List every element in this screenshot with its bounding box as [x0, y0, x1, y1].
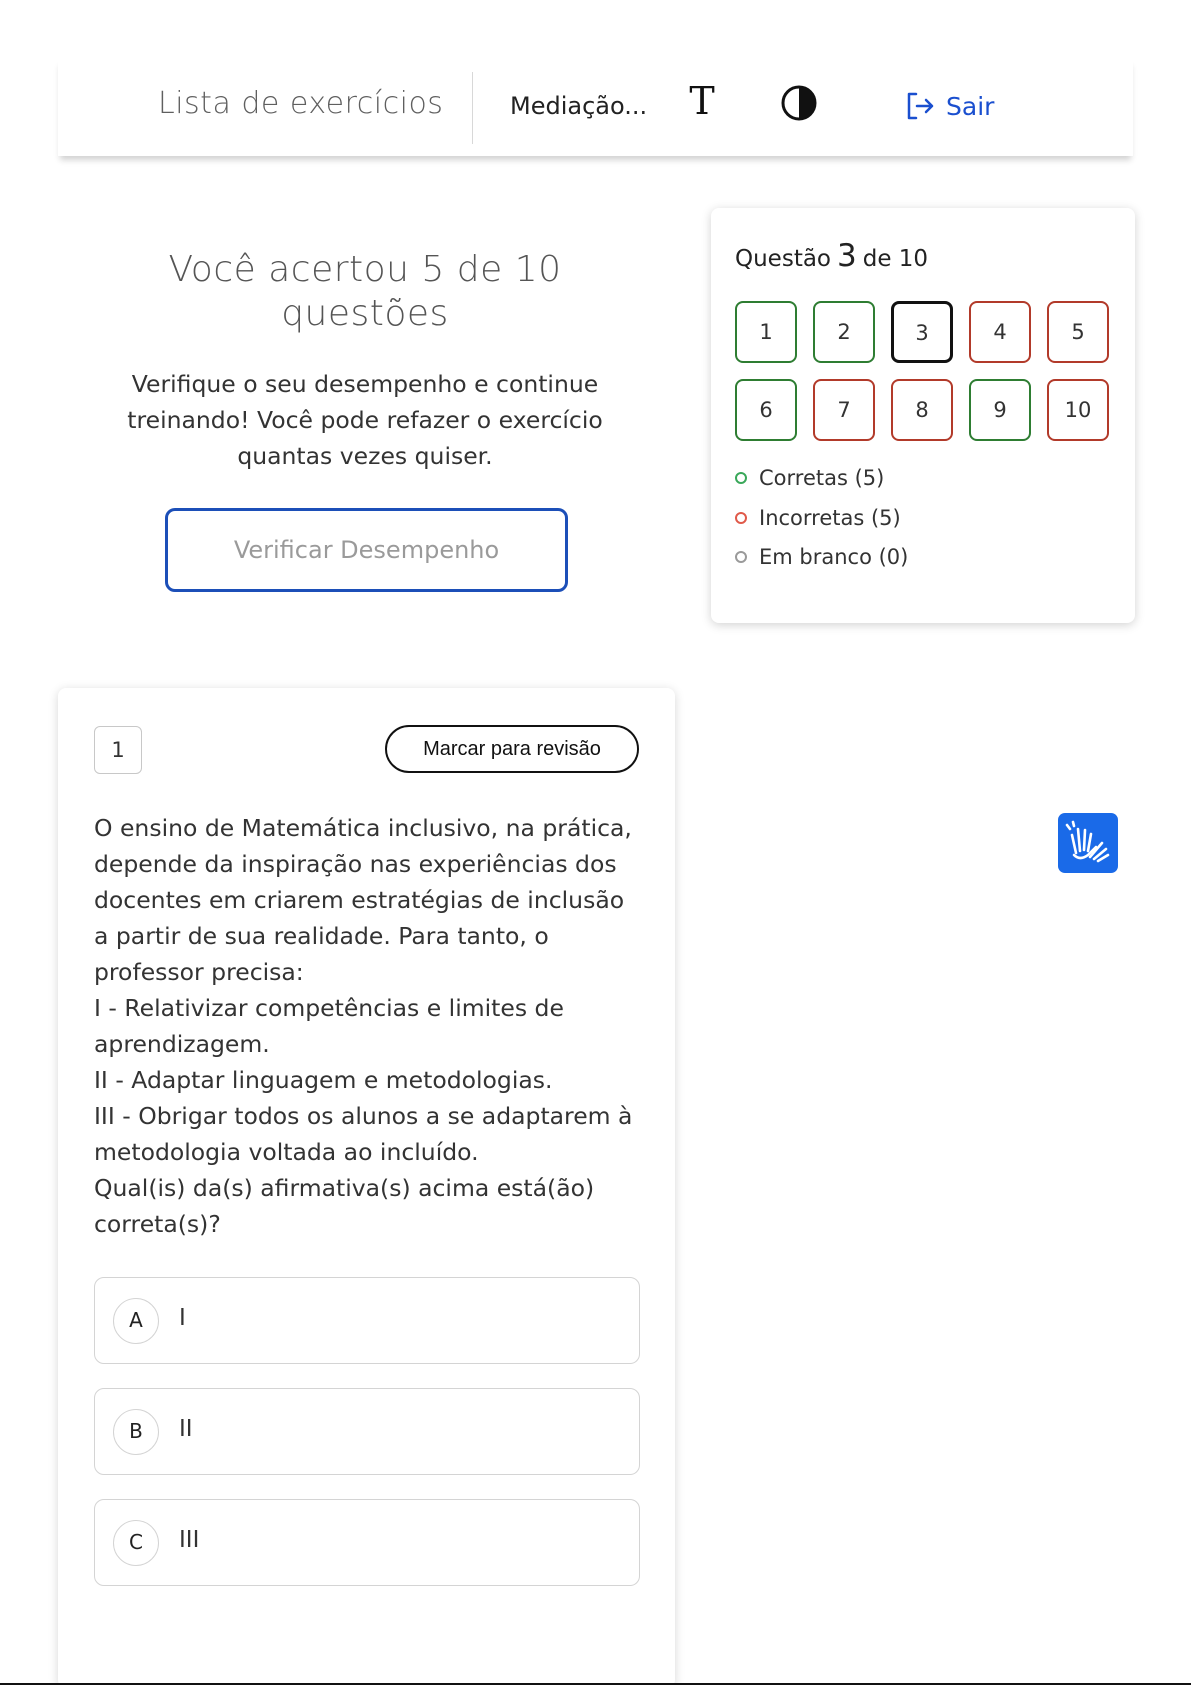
navigator-total: de 10 — [862, 246, 929, 272]
green-dot-icon — [735, 472, 747, 484]
option-text: II — [179, 1416, 193, 1442]
question-prompt: Qual(is) da(s) afirmativa(s) acima está(ão) correta(s)? — [94, 1174, 595, 1238]
result-text: Verifique o seu desempenho e continue treinando! Você pode refazer o exercício quantas vezes quiser. — [127, 370, 603, 470]
question-navigator — [711, 208, 1135, 623]
question-nav-button[interactable]: 2 — [813, 301, 875, 363]
font-size-icon[interactable]: T — [689, 79, 715, 123]
option-letter: B — [113, 1409, 159, 1455]
navigator-label: Questão — [735, 246, 831, 272]
question-nav-button[interactable]: 9 — [969, 379, 1031, 441]
course-name[interactable]: Mediação... — [510, 92, 648, 120]
question-nav-button[interactable]: 10 — [1047, 379, 1109, 441]
sign-language-hands-icon — [1058, 813, 1118, 873]
question-item: II - Adaptar linguagem e metodologias. — [94, 1066, 553, 1094]
logout-label: Sair — [946, 91, 995, 121]
navigator-heading — [735, 238, 928, 274]
legend-incorrect-label: Incorretas (5) — [759, 506, 901, 530]
option-text: I — [179, 1305, 186, 1331]
legend-incorrect — [735, 506, 901, 530]
option-c[interactable] — [94, 1499, 640, 1586]
option-b[interactable] — [94, 1388, 640, 1475]
red-dot-icon — [735, 512, 747, 524]
question-nav-button[interactable]: 6 — [735, 379, 797, 441]
header-divider — [472, 72, 473, 144]
question-nav-button[interactable]: 7 — [813, 379, 875, 441]
question-nav-button[interactable]: 8 — [891, 379, 953, 441]
option-a[interactable] — [94, 1277, 640, 1364]
question-nav-button[interactable]: 3 — [891, 301, 953, 363]
question-nav-button[interactable]: 1 — [735, 301, 797, 363]
legend-correct — [735, 466, 884, 490]
question-card — [58, 688, 675, 1685]
logout-button[interactable] — [904, 88, 994, 124]
result-title: Você acertou 5 de 10 questões — [168, 249, 562, 334]
logout-icon — [904, 90, 936, 122]
option-letter: A — [113, 1298, 159, 1344]
navigator-current: 3 — [837, 238, 857, 274]
legend-correct-label: Corretas (5) — [759, 466, 885, 490]
sign-language-button[interactable] — [1058, 813, 1118, 873]
verify-performance-button[interactable]: Verificar Desempenho — [165, 508, 568, 592]
option-text: III — [179, 1527, 200, 1553]
mark-for-review-button[interactable]: Marcar para revisão — [385, 725, 639, 773]
question-text — [94, 810, 642, 1242]
question-number: 1 — [94, 726, 142, 774]
option-letter: C — [113, 1520, 159, 1566]
legend-blank — [735, 545, 908, 569]
legend-blank-label: Em branco (0) — [759, 545, 909, 569]
question-nav-button[interactable]: 5 — [1047, 301, 1109, 363]
question-item: III - Obrigar todos os alunos a se adaptarem à metodologia voltada ao incluído. — [94, 1102, 633, 1166]
contrast-icon[interactable] — [780, 84, 818, 122]
gray-dot-icon — [735, 551, 747, 563]
question-item: I - Relativizar competências e limites de aprendizagem. — [94, 994, 564, 1058]
page-title: Lista de exercícios — [158, 86, 444, 121]
question-nav-button[interactable]: 4 — [969, 301, 1031, 363]
top-header — [58, 58, 1133, 156]
question-statement: O ensino de Matemática inclusivo, na prática, depende da inspiração nas experiências dos docentes em criarem estratégias de inclusão a partir de sua realidade. Para tanto, o professor precisa: — [94, 814, 632, 986]
